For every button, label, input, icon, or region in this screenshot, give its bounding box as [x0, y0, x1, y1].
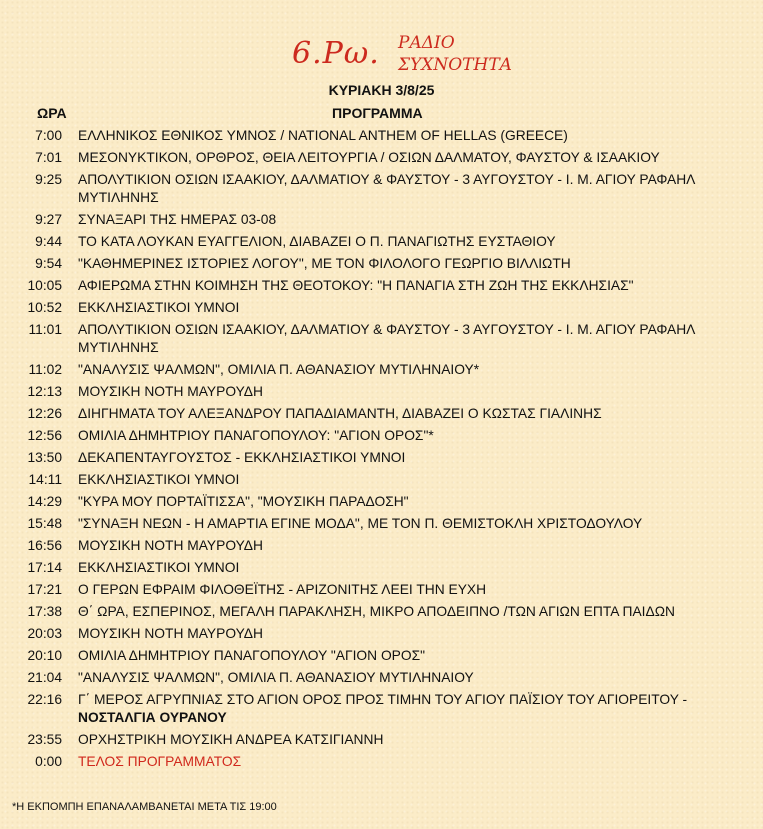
schedule-program-text: ΑΦΙΕΡΩΜΑ ΣΤΗΝ ΚΟΙΜΗΣΗ ΤΗΣ ΘΕΟΤΟΚΟΥ: "Η ΠΑΝΑΓΙΑ ΣΤΗ ΖΩΗ ΤΗΣ ΕΚΚΛΗΣΙΑΣ": [78, 278, 634, 293]
schedule-program-text: ΔΙΗΓΗΜΑΤΑ ΤΟΥ ΑΛΕΞΑΝΔΡΟΥ ΠΑΠΑΔΙΑΜΑΝΤΗ, ΔΙΑΒΑΖΕΙ Ο ΚΩΣΤΑΣ ΓΙΑΛΙΝΗΣ: [78, 406, 602, 421]
schedule-program: [78, 691, 718, 727]
schedule-program-text: Ο ΓΕΡΩΝ ΕΦΡΑΙΜ ΦΙΛΟΘΕΪΤΗΣ - ΑΡΙΖΟΝΙΤΗΣ ΛΕΕΙ ΤΗΝ ΕΥΧΗ: [78, 582, 487, 597]
schedule-program: [78, 149, 718, 167]
schedule-row-end: [0, 751, 763, 773]
schedule-row: [0, 729, 763, 751]
schedule-program-text: ΔΕΚΑΠΕΝΤΑΥΓΟΥΣΤΟΣ - ΕΚΚΛΗΣΙΑΣΤΙΚΟΙ ΥΜΝΟΙ: [78, 450, 406, 465]
schedule-time: 20:03: [27, 626, 62, 641]
schedule-row: [0, 169, 763, 209]
schedule-time: 11:02: [28, 362, 62, 377]
schedule-row: [0, 491, 763, 513]
schedule-time: 23:55: [27, 732, 62, 747]
schedule-program: [78, 515, 718, 533]
logo-frequency-text: ΣΥΧΝΟΤΗΤΑ: [398, 55, 512, 75]
schedule-row: [0, 623, 763, 645]
schedule-program-text: ΣΥΝΑΞΑΡΙ ΤΗΣ ΗΜΕΡΑΣ 03-08: [78, 212, 277, 227]
schedule-program-text: ΕΚΚΛΗΣΙΑΣΤΙΚΟΙ ΥΜΝΟΙ: [78, 560, 240, 575]
schedule-time: 0:00: [35, 754, 62, 769]
schedule-time: 22:16: [27, 692, 62, 707]
schedule-time: 17:38: [27, 604, 62, 619]
logo-main-text: 6.Ρω.: [292, 36, 380, 71]
schedule-time: 17:21: [27, 582, 62, 597]
schedule-time: 12:56: [27, 428, 62, 443]
schedule-row: [0, 147, 763, 169]
schedule-program: [78, 405, 718, 423]
schedule-program: [78, 383, 718, 401]
schedule-program-text: ΜΟΥΣΙΚΗ ΝΟΤΗ ΜΑΥΡΟΥΔΗ: [78, 626, 263, 641]
schedule-row: [0, 579, 763, 601]
schedule-time: 7:00: [35, 128, 62, 143]
schedule-program: [78, 471, 718, 489]
schedule-row: [0, 253, 763, 275]
schedule-program-text: ΕΚΚΛΗΣΙΑΣΤΙΚΟΙ ΥΜΝΟΙ: [78, 300, 240, 315]
schedule-row: [0, 513, 763, 535]
footnote: *Η ΕΚΠΟΜΠΗ ΕΠΑΝΑΛΑΜΒΑΝΕΤΑΙ ΜΕΤΑ ΤΙΣ 19:00: [12, 801, 277, 813]
schedule-program: [78, 299, 718, 317]
time-column-header: ΩΡΑ: [37, 105, 67, 121]
schedule-row: [0, 425, 763, 447]
schedule-program-text: ΑΠΟΛΥΤΙΚΙΟΝ ΟΣΙΩΝ ΙΣΑΑΚΙΟΥ, ΔΑΛΜΑΤΙΟΥ & ΦΑΥΣΤΟΥ - 3 ΑΥΓΟΥΣΤΟΥ - Ι. Μ. ΑΓΙΟΥ ΡΑΦΑΗΛ ΜΥΤΙΛΗΝΗΣ: [78, 322, 695, 355]
schedule-row: [0, 535, 763, 557]
schedule-program: [78, 321, 718, 357]
schedule-program: [78, 233, 718, 251]
program-column-header: ΠΡΟΓΡΑΜΜΑ: [332, 105, 423, 121]
schedule-time: 15:48: [27, 516, 62, 531]
schedule-list: [0, 125, 763, 773]
schedule-time: 14:11: [28, 472, 62, 487]
schedule-program-text: ΤΕΛΟΣ ΠΡΟΓΡΑΜΜΑΤΟΣ: [78, 754, 242, 769]
schedule-row: [0, 689, 763, 729]
schedule-program-text: ΜΕΣΟΝΥΚΤΙΚΟΝ, ΟΡΘΡΟΣ, ΘΕΙΑ ΛΕΙΤΟΥΡΓΙΑ / ΟΣΙΩΝ ΔΑΛΜΑΤΟΥ, ΦΑΥΣΤΟΥ & ΙΣΑΑΚΙΟΥ: [78, 150, 660, 165]
schedule-time: 9:25: [35, 172, 62, 187]
schedule-program: [78, 581, 718, 599]
schedule-program-text: ΕΚΚΛΗΣΙΑΣΤΙΚΟΙ ΥΜΝΟΙ: [78, 472, 240, 487]
schedule-program: [78, 277, 718, 295]
schedule-program-text: "ΣΥΝΑΞΗ ΝΕΩΝ - Η ΑΜΑΡΤΙΑ ΕΓΙΝΕ ΜΟΔΑ", ΜΕ ΤΟΝ Π. ΘΕΜΙΣΤΟΚΛΗ ΧΡΙΣΤΟΔΟΥΛΟΥ: [78, 516, 643, 531]
schedule-program-text: Θ΄ ΩΡΑ, ΕΣΠΕΡΙΝΟΣ, ΜΕΓΑΛΗ ΠΑΡΑΚΛΗΣΗ, ΜΙΚΡΟ ΑΠΟΔΕΙΠΝΟ /ΤΩΝ ΑΓΙΩΝ ΕΠΤΑ ΠΑΙΔΩΝ: [78, 604, 676, 619]
schedule-time: 11:01: [28, 322, 62, 337]
schedule-program: [78, 669, 718, 687]
schedule-time: 7:01: [35, 150, 62, 165]
schedule-program-text: ΜΟΥΣΙΚΗ ΝΟΤΗ ΜΑΥΡΟΥΔΗ: [78, 384, 263, 399]
schedule-row: [0, 319, 763, 359]
schedule-time: 14:29: [27, 494, 62, 509]
schedule-row: [0, 557, 763, 579]
schedule-row: [0, 125, 763, 147]
schedule-program-text: ΟΜΙΛΙΑ ΔΗΜΗΤΡΙΟΥ ΠΑΝΑΓΟΠΟΥΛΟΥ: "ΑΓΙΟΝ ΟΡΟΣ"*: [78, 428, 434, 443]
schedule-program-text: ΤΟ ΚΑΤΑ ΛΟΥΚΑΝ ΕΥΑΓΓΕΛΙΟΝ, ΔΙΑΒΑΖΕΙ Ο Π. ΠΑΝΑΓΙΩΤΗΣ ΕΥΣΤΑΘΙΟΥ: [78, 234, 556, 249]
schedule-time: 10:52: [27, 300, 62, 315]
schedule-program: [78, 537, 718, 555]
schedule-time: 13:50: [27, 450, 62, 465]
schedule-row: [0, 231, 763, 253]
schedule-program: [78, 559, 718, 577]
schedule-row: [0, 359, 763, 381]
station-logo: [292, 30, 532, 80]
schedule-program: [78, 493, 718, 511]
schedule-program-text: "ΑΝΑΛΥΣΙΣ ΨΑΛΜΩΝ", ΟΜΙΛΙΑ Π. ΑΘΑΝΑΣΙΟΥ ΜΥΤΙΛΗΝΑΙΟΥ*: [78, 362, 480, 377]
schedule-time: 10:05: [27, 278, 62, 293]
schedule-program-text: "ΚΑΘΗΜΕΡΙΝΕΣ ΙΣΤΟΡΙΕΣ ΛΟΓΟΥ", ΜΕ ΤΟΝ ΦΙΛΟΛΟΓΟ ΓΕΩΡΓΙΟ ΒΙΛΛΙΩΤΗ: [78, 256, 571, 271]
schedule-program: [78, 127, 718, 145]
schedule-program: [78, 625, 718, 643]
schedule-row: [0, 601, 763, 623]
schedule-row: [0, 209, 763, 231]
schedule-row: [0, 645, 763, 667]
schedule-program-text: ΕΛΛΗΝΙΚΟΣ ΕΘΝΙΚΟΣ ΥΜΝΟΣ / NATIONAL ANTHEM OF HELLAS (GREECE): [78, 128, 568, 143]
schedule-program-bold-text: ΝΟΣΤΑΛΓΙΑ ΟΥΡΑΝΟΥ: [78, 710, 227, 725]
schedule-date: ΚΥΡΙΑΚΗ 3/8/25: [328, 82, 435, 98]
schedule-time: 12:26: [27, 406, 62, 421]
schedule-program-text: "ΚΥΡΑ ΜΟΥ ΠΟΡΤΑΪΤΙΣΣΑ", "ΜΟΥΣΙΚΗ ΠΑΡΑΔΟΣΗ": [78, 494, 409, 509]
schedule-program: [78, 603, 718, 621]
schedule-row: [0, 447, 763, 469]
schedule-program: [78, 427, 718, 445]
schedule-program: [78, 449, 718, 467]
schedule-time: 16:56: [27, 538, 62, 553]
schedule-program: [78, 255, 718, 273]
schedule-time: 12:13: [27, 384, 62, 399]
schedule-program-text: ΟΜΙΛΙΑ ΔΗΜΗΤΡΙΟΥ ΠΑΝΑΓΟΠΟΥΛΟΥ "ΑΓΙΟΝ ΟΡΟΣ": [78, 648, 426, 663]
schedule-program-text: "ΑΝΑΛΥΣΙΣ ΨΑΛΜΩΝ", ΟΜΙΛΙΑ Π. ΑΘΑΝΑΣΙΟΥ ΜΥΤΙΛΗΝΑΙΟΥ: [78, 670, 474, 685]
schedule-time: 21:04: [27, 670, 62, 685]
schedule-time: 20:10: [27, 648, 62, 663]
schedule-row: [0, 381, 763, 403]
schedule-time: 9:54: [35, 256, 62, 271]
schedule-row: [0, 469, 763, 491]
schedule-row: [0, 403, 763, 425]
schedule-program: [78, 211, 718, 229]
schedule-program: [78, 753, 718, 771]
schedule-program: [78, 647, 718, 665]
schedule-program: [78, 361, 718, 379]
schedule-program-text: ΟΡΧΗΣΤΡΙΚΗ ΜΟΥΣΙΚΗ ΑΝΔΡΕΑ ΚΑΤΣΙΓΙΑΝΝΗ: [78, 732, 384, 747]
schedule-row: [0, 275, 763, 297]
schedule-time: 9:27: [35, 212, 62, 227]
logo-radio-text: ΡΑΔΙΟ: [398, 33, 455, 53]
schedule-time: 9:44: [35, 234, 62, 249]
schedule-row: [0, 297, 763, 319]
schedule-program: [78, 731, 718, 749]
schedule-row: [0, 667, 763, 689]
schedule-program-text: Γ΄ ΜΕΡΟΣ ΑΓΡΥΠΝΙΑΣ ΣΤΟ ΑΓΙΟΝ ΟΡΟΣ ΠΡΟΣ ΤΙΜΗΝ ΤΟΥ ΑΓΙΟΥ ΠΑΪΣΙΟΥ ΤΟΥ ΑΓΙΟΡΕΙΤΟΥ -: [78, 692, 688, 707]
schedule-program-text: ΜΟΥΣΙΚΗ ΝΟΤΗ ΜΑΥΡΟΥΔΗ: [78, 538, 263, 553]
schedule-time: 17:14: [27, 560, 62, 575]
schedule-program: [78, 171, 718, 207]
schedule-program-text: ΑΠΟΛΥΤΙΚΙΟΝ ΟΣΙΩΝ ΙΣΑΑΚΙΟΥ, ΔΑΛΜΑΤΙΟΥ & ΦΑΥΣΤΟΥ - 3 ΑΥΓΟΥΣΤΟΥ - Ι. Μ. ΑΓΙΟΥ ΡΑΦΑΗΛ ΜΥΤΙΛΗΝΗΣ: [78, 172, 695, 205]
